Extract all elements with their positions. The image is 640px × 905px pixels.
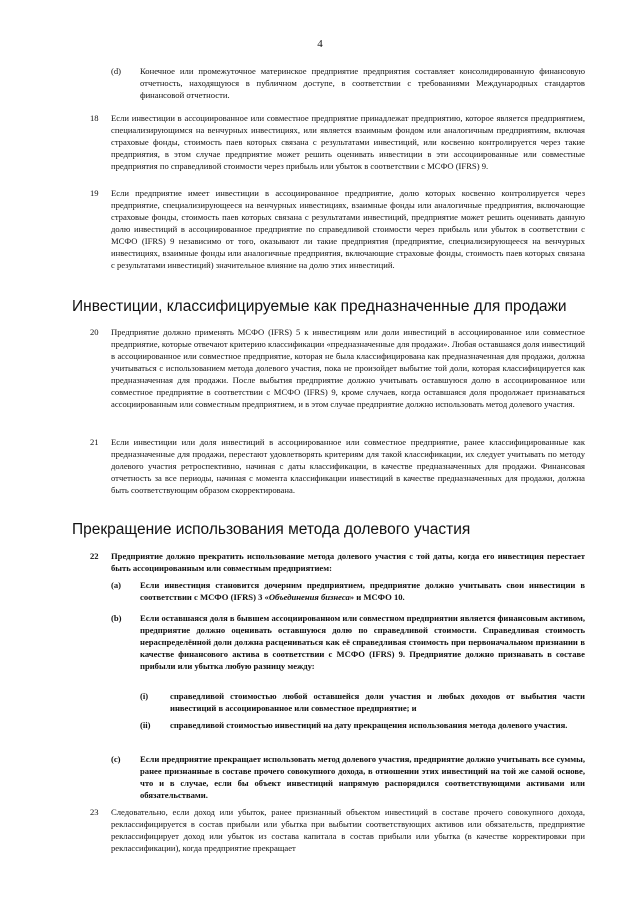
item-22a-text-part2: » и МСФО 10. — [349, 592, 405, 602]
paragraph-21-number: 21 — [90, 437, 99, 447]
section-heading-discontinuing-equity-method: Прекращение использования метода долевого участия — [72, 521, 471, 538]
item-22b-i-text: справедливой стоимостью любой оставшейся доли участия и любых доходов от выбытия части инвестиций в ассоциированное или совместное предприятие; и — [170, 691, 585, 713]
paragraph-18-text: Если инвестиции в ассоциированное или совместное предприятие принадлежат предприятию, которое является предприятием, специализирующимся на венчурных инвестициях, или является взаимным фондом или аналогичным предприятиям, включая страховые фонды, стоимость паев которых связана с результатами инвестиций, или косвенно контролируется через такие предприятия, в этом случае предприятие может решить оценивать инвестиции в эти ассоциированные или совместные предприятия по справедливой стоимости через прибыль или убыток в соответствии с МСФО (IFRS) 9. — [111, 113, 585, 171]
paragraph-19-text: Если предприятие имеет инвестиции в ассоциированное предприятие, долю которых косвенно контролируется через предприятие, специализирующееся на венчурных инвестициях, взаимные фонды или аналогичные предприятия, включающие страховые фонды, стоимость паев которых связана с результатами инвестиций, предприятие может решить оценивать данную долю инвестиций в ассоциированное предприятие по справедливой стоимости через прибыль или убыток в соответствии с МСФО (IFRS) 9 независимо от того, оказывают ли такие предприятия (предприятие, специализирующееся на венчурных инвестициях, взаимные фонды или аналогичные предприятия, включающие страховые фонды, стоимость паев которых связана с результатами инвестиций) значительное влияние на долю этих инвестиций. — [111, 188, 585, 270]
item-22b-text: Если оставшаяся доля в бывшем ассоциированном или совместном предприятии является финансовым активом, предприятие должно оценивать оставшуюся долю по справедливой стоимости. Справедливая стоимость нераспределённой доли должна расцениваться как её справедливая стоимость при первоначальном признании в качестве финансового актива в соответствии с МСФО (IFRS) 9. Предприятие должно признавать в составе прибыли или убытка любую разницу между: — [140, 613, 585, 671]
paragraph-22-number: 22 — [90, 551, 99, 561]
item-d-marker: (d) — [111, 66, 122, 76]
paragraph-21-text: Если инвестиции или доля инвестиций в ассоциированное или совместное предприятие, ранее классифицированные как предназначенные для продажи, перестают удовлетворять критериям для такой классификации, их следует учитывать по методу долевого участия ретроспективно, начиная с даты классификации, в качестве предназначенных для продажи. Финансовая отчетность за все периоды, начиная с момента классификации инвестиций в качестве предназначенных для продажи, должна быть соответствующим образом скорректирована. — [111, 437, 585, 495]
paragraph-22-text: Предприятие должно прекратить использование метода долевого участия с той даты, когда его инвестиция перестает быть ассоциированным или совместным предприятием: — [111, 551, 585, 573]
item-22b-ii-text: справедливой стоимостью инвестиций на дату прекращения использования метода долевого участия. — [170, 720, 568, 730]
paragraph-18-number: 18 — [90, 113, 99, 123]
paragraph-20-number: 20 — [90, 327, 99, 337]
item-22a-text-part1: Если инвестиция становится дочерним предприятием, предприятие должно учитывать свои инвестиции в соответствии с МСФО (IFRS) 3 « — [140, 580, 585, 602]
page-number: 4 — [317, 38, 323, 50]
item-22a-marker: (a) — [111, 580, 122, 590]
section-heading-held-for-sale: Инвестиции, классифицируемые как предназначенные для продажи — [72, 298, 567, 315]
item-22a-italic-title: Объединения бизнеса — [268, 592, 350, 602]
item-d-text: Конечное или промежуточное материнское предприятие предприятия составляет консолидированную финансовую отчетность, находящуюся в публичном доступе, в соответствии с требованиями Международных стандартов финансовой отчетности. — [140, 66, 585, 100]
item-22c-marker: (c) — [111, 754, 121, 764]
paragraph-23-text: Следовательно, если доход или убыток, ранее признанный объектом инвестиций в составе прочего совокупного дохода, реклассифицируется в состав прибыли или убытка при выбытии соответствующих активов или обязательств, предприятие реклассифицирует доход или убыток из состава капитала в состав прибыли или убытка (в качестве корректировки при реклассификации), когда предприятие прекращает — [111, 807, 585, 853]
item-22b-i-marker: (i) — [140, 691, 149, 701]
item-22b-marker: (b) — [111, 613, 122, 623]
paragraph-20-text: Предприятие должно применять МСФО (IFRS) 5 к инвестициям или доли инвестиций в ассоциированное или совместное предприятие, которые отвечают критерию классификации «предназначенные для продажи». Любая оставшаяся доля инвестиций в ассоциированное или совместное предприятие, которая не была классифицирована как предназначенная для продажи, должна учитываться с использованием метода долевого участия, пока не произойдет выбытие той доли, которая классифицируется как предназначенная для продажи. После выбытия предприятие должно учитывать оставшуюся долю в ассоциированное или совместное предприятие в соответствии с МСФО (IFRS) 9, кроме случаев, когда оставшаяся доля продолжает признаваться ассоциированным или совместным предприятием, и в этом случае предприятие должно использовать метод долевого участия. — [111, 327, 585, 409]
item-22a-text — [140, 579, 585, 603]
item-22c-text: Если предприятие прекращает использовать метод долевого участия, предприятие должно учитывать все суммы, ранее признанные в составе прочего совокупного дохода, в отношении этих инвестиций на той же самой основе, что и в случае, если бы объект инвестиций напрямую распорядился соответствующими активами или обязательствами. — [140, 754, 585, 800]
item-22b-ii-marker: (ii) — [140, 720, 151, 730]
paragraph-19-number: 19 — [90, 188, 99, 198]
paragraph-23-number: 23 — [90, 807, 99, 817]
